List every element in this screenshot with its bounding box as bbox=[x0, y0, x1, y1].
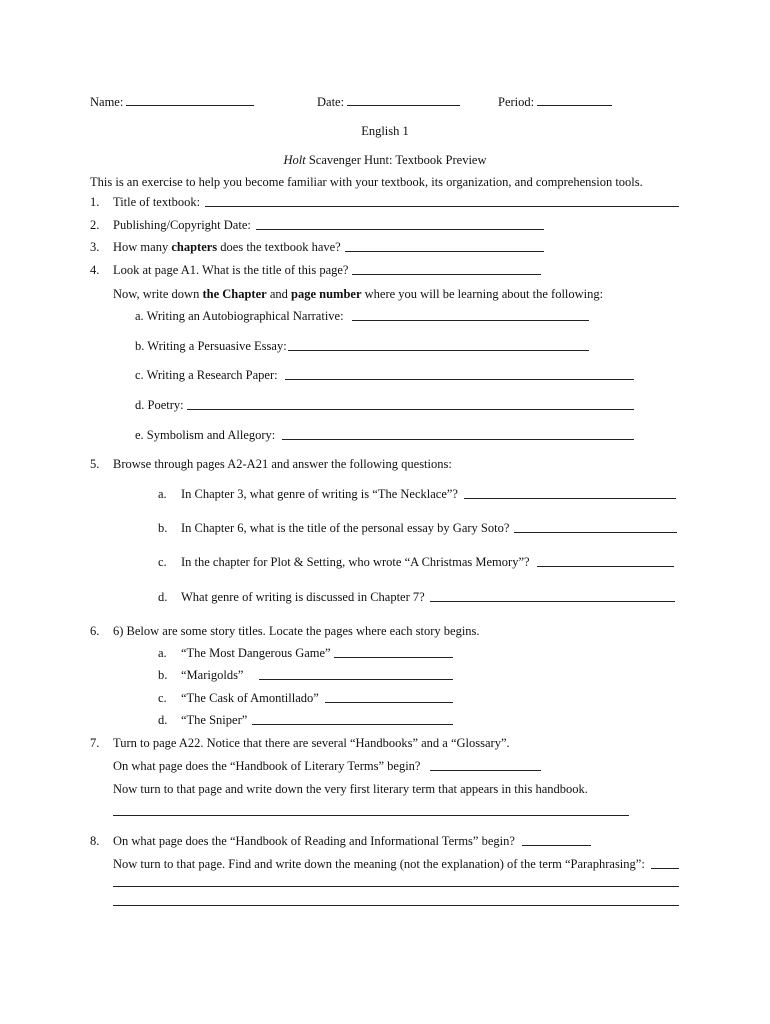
q7-page-line[interactable] bbox=[430, 770, 541, 771]
q8-line2: Now turn to that page. Find and write down the meaning (not the explanation) of the term “Paraphrasing”: bbox=[113, 857, 645, 871]
q8-answer-line-3[interactable] bbox=[113, 905, 679, 906]
intro-text: This is an exercise to help you become familiar with your textbook, its organization, and comprehension tools. bbox=[90, 175, 643, 189]
q5-d-line[interactable] bbox=[430, 601, 675, 602]
worksheet-title bbox=[0, 154, 770, 167]
course-title: English 1 bbox=[361, 124, 409, 138]
q7-line2: On what page does the “Handbook of Literary Terms” begin? bbox=[113, 759, 421, 773]
q4-instr-post: where you will be learning about the following: bbox=[361, 287, 604, 301]
q6-d-line[interactable] bbox=[252, 724, 453, 725]
q1-answer-line[interactable] bbox=[205, 206, 679, 207]
q4-instr-bold-2: page number bbox=[291, 287, 362, 301]
q3-bold: chapters bbox=[171, 240, 218, 254]
q8-text: On what page does the “Handbook of Reading and Informational Terms” begin? bbox=[113, 834, 515, 848]
q4-item-c: c. Writing a Research Paper: bbox=[135, 368, 278, 382]
q4-text: Look at page A1. What is the title of this page? bbox=[113, 263, 349, 277]
q8-answer-line-2[interactable] bbox=[113, 886, 679, 887]
q5-a-line[interactable] bbox=[464, 498, 676, 499]
q6-a-text: “The Most Dangerous Game” bbox=[181, 646, 331, 660]
q7-text: Turn to page A22. Notice that there are several “Handbooks” and a “Glossary”. bbox=[113, 736, 510, 750]
name-label: Name: bbox=[90, 95, 124, 109]
q7-term-line[interactable] bbox=[113, 815, 629, 816]
date-field[interactable] bbox=[317, 95, 460, 109]
q2-number: 2. bbox=[90, 218, 100, 232]
q5-b-text: In Chapter 6, what is the title of the personal essay by Gary Soto? bbox=[181, 521, 510, 535]
q5-text: Browse through pages A2-A21 and answer the following questions: bbox=[113, 457, 452, 471]
q4-item-d: d. Poetry: bbox=[135, 398, 184, 412]
q4-item-b: b. Writing a Persuasive Essay: bbox=[135, 339, 287, 353]
q6-b-line[interactable] bbox=[259, 679, 453, 680]
q8-page-line[interactable] bbox=[522, 845, 591, 846]
date-label: Date: bbox=[317, 95, 345, 109]
q4-instr-bold-1: the Chapter bbox=[202, 287, 267, 301]
q4-instr-pre: Now, write down bbox=[113, 287, 203, 301]
q3-post: does the textbook have? bbox=[217, 240, 341, 254]
date-blank[interactable] bbox=[347, 95, 460, 106]
q8-answer-line-1[interactable] bbox=[651, 868, 679, 869]
q6-d-letter: d. bbox=[158, 713, 168, 727]
q4-item-e-line[interactable] bbox=[282, 439, 634, 440]
q7-number: 7. bbox=[90, 736, 100, 750]
q5-c-letter: c. bbox=[158, 555, 167, 569]
title-rest: Scavenger Hunt: Textbook Preview bbox=[305, 153, 487, 167]
q5-c-text: In the chapter for Plot & Setting, who wrote “A Christmas Memory”? bbox=[181, 555, 530, 569]
q6-c-line[interactable] bbox=[325, 702, 453, 703]
q2-answer-line[interactable] bbox=[256, 229, 544, 230]
q6-a-line[interactable] bbox=[334, 657, 453, 658]
q4-item-a-line[interactable] bbox=[352, 320, 589, 321]
q3-text bbox=[113, 241, 341, 254]
q8-number: 8. bbox=[90, 834, 100, 848]
q4-item-e: e. Symbolism and Allegory: bbox=[135, 428, 276, 442]
q3-answer-line[interactable] bbox=[345, 251, 544, 252]
q1-number: 1. bbox=[90, 195, 100, 209]
q5-a-text: In Chapter 3, what genre of writing is “The Necklace”? bbox=[181, 487, 458, 501]
name-field[interactable] bbox=[90, 95, 254, 109]
q5-a-letter: a. bbox=[158, 487, 167, 501]
q6-number: 6. bbox=[90, 624, 100, 638]
q4-instr-mid: and bbox=[266, 287, 291, 301]
q4-instruction bbox=[113, 288, 603, 301]
q6-a-letter: a. bbox=[158, 646, 167, 660]
q4-number: 4. bbox=[90, 263, 100, 277]
q4-answer-line[interactable] bbox=[352, 274, 541, 275]
period-label: Period: bbox=[498, 95, 535, 109]
q5-c-line[interactable] bbox=[537, 566, 674, 567]
q6-text: 6) Below are some story titles. Locate the pages where each story begins. bbox=[113, 624, 480, 638]
q5-b-line[interactable] bbox=[514, 532, 677, 533]
q2-text: Publishing/Copyright Date: bbox=[113, 218, 251, 232]
q6-b-text: “Marigolds” bbox=[181, 668, 244, 682]
q4-item-d-line[interactable] bbox=[187, 409, 634, 410]
q4-item-b-line[interactable] bbox=[288, 350, 589, 351]
q1-text: Title of textbook: bbox=[113, 195, 201, 209]
q4-item-a: a. Writing an Autobiographical Narrative: bbox=[135, 309, 344, 323]
q7-line3: Now turn to that page and write down the very first literary term that appears in this handbook. bbox=[113, 782, 588, 796]
q5-number: 5. bbox=[90, 457, 100, 471]
q5-d-text: What genre of writing is discussed in Chapter 7? bbox=[181, 590, 425, 604]
q5-d-letter: d. bbox=[158, 590, 168, 604]
q3-pre: How many bbox=[113, 240, 172, 254]
q6-b-letter: b. bbox=[158, 668, 168, 682]
title-italic: Holt bbox=[283, 153, 306, 167]
q6-c-letter: c. bbox=[158, 691, 167, 705]
q3-number: 3. bbox=[90, 240, 100, 254]
q6-d-text: “The Sniper” bbox=[181, 713, 248, 727]
q6-c-text: “The Cask of Amontillado” bbox=[181, 691, 319, 705]
name-blank[interactable] bbox=[126, 95, 254, 106]
period-field[interactable] bbox=[498, 95, 612, 109]
q4-item-c-line[interactable] bbox=[285, 379, 634, 380]
q5-b-letter: b. bbox=[158, 521, 168, 535]
period-blank[interactable] bbox=[537, 95, 612, 106]
